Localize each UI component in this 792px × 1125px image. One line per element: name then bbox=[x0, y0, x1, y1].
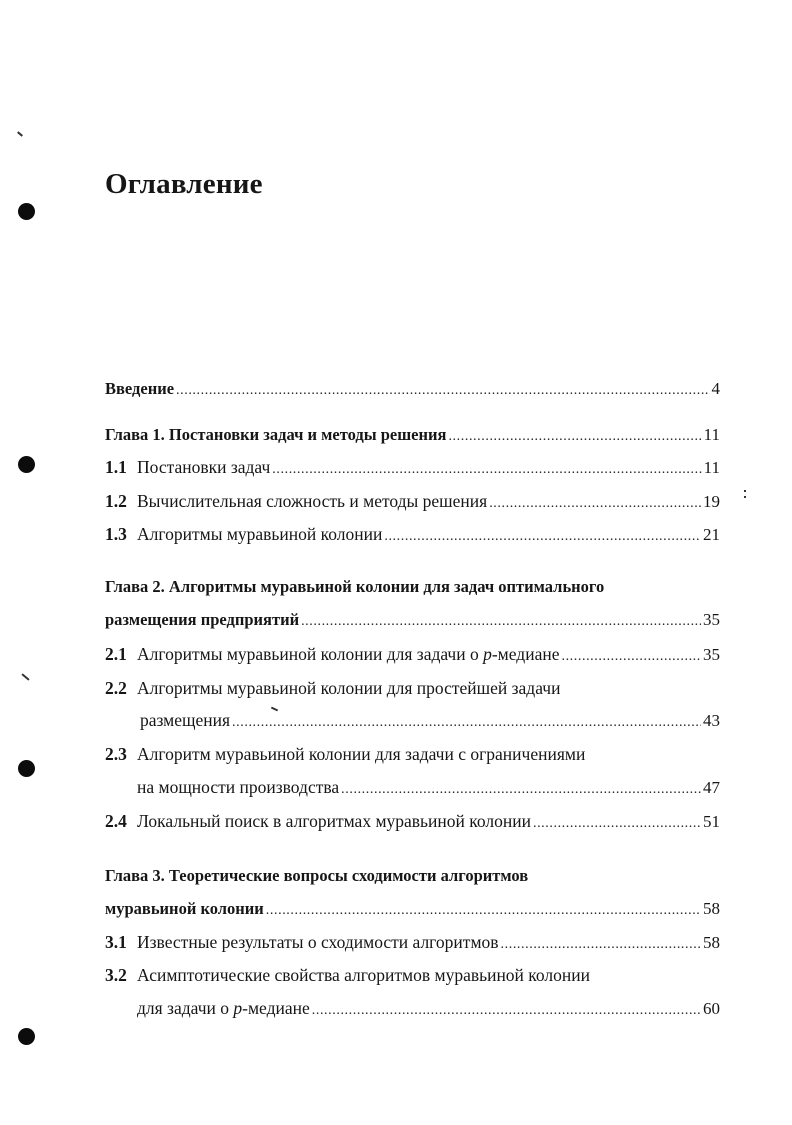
page-title: Оглавление bbox=[105, 168, 263, 200]
toc-page: 43 bbox=[703, 711, 720, 730]
section-number: 2.2 bbox=[105, 678, 127, 698]
toc-entry-2-2[interactable] bbox=[105, 709, 720, 734]
toc-chapter-2-title-line[interactable]: Глава 2. Алгоритмы муравьиной колонии для задач оптимального bbox=[105, 577, 605, 596]
section-number: 2.4 bbox=[105, 811, 127, 831]
toc-label: Постановки задач bbox=[137, 457, 271, 477]
dot-leader bbox=[301, 611, 701, 633]
toc-label: размещения bbox=[140, 710, 231, 730]
italic-variable: p bbox=[233, 998, 243, 1018]
dot-leader bbox=[341, 779, 701, 801]
section-number: 1.3 bbox=[105, 524, 127, 544]
toc-label: Алгоритм муравьиной колонии для задачи с ограничениями bbox=[137, 744, 586, 764]
toc-page: 47 bbox=[703, 778, 720, 797]
dot-leader bbox=[501, 934, 701, 956]
toc-page: 58 bbox=[703, 933, 720, 952]
section-number: 2.1 bbox=[105, 644, 127, 664]
toc-page: 11 bbox=[703, 425, 720, 444]
toc-entry-chapter-1[interactable] bbox=[105, 424, 720, 448]
dot-leader bbox=[561, 646, 701, 668]
italic-variable: p bbox=[483, 644, 492, 664]
dot-leader bbox=[448, 426, 701, 448]
toc-page: 35 bbox=[703, 610, 720, 629]
toc-entry-1-1[interactable] bbox=[105, 456, 720, 481]
toc-page: 58 bbox=[703, 899, 720, 918]
toc-chapter-3-title-line[interactable]: Глава 3. Теоретические вопросы сходимости алгоритмов bbox=[105, 866, 529, 885]
toc-section-2-3-line[interactable] bbox=[105, 743, 585, 765]
toc-label: Асимптотические свойства алгоритмов муравьиной колонии bbox=[137, 965, 591, 985]
toc-label: Глава 1. Постановки задач и методы решения bbox=[105, 425, 447, 444]
scan-speck bbox=[17, 131, 23, 136]
toc-section-3-2-line[interactable] bbox=[105, 964, 590, 986]
dot-leader bbox=[232, 712, 701, 734]
dot-leader bbox=[266, 900, 701, 922]
toc-entry-3-1[interactable] bbox=[105, 931, 720, 956]
scan-speck bbox=[744, 490, 746, 492]
dot-leader bbox=[272, 459, 701, 481]
toc-entry-1-2[interactable] bbox=[105, 490, 720, 515]
toc-label: размещения предприятий bbox=[105, 610, 300, 629]
toc-page: 19 bbox=[703, 492, 720, 511]
toc-entry-2-4[interactable] bbox=[105, 810, 720, 835]
toc-page: 21 bbox=[703, 525, 720, 544]
toc-entry-intro[interactable] bbox=[105, 378, 720, 402]
toc-label: Вычислительная сложность и методы решения bbox=[137, 491, 488, 511]
toc-label bbox=[137, 643, 559, 665]
punch-hole bbox=[18, 203, 35, 220]
dot-leader bbox=[489, 493, 701, 515]
dot-leader bbox=[533, 813, 701, 835]
section-number: 3.2 bbox=[105, 965, 127, 985]
dot-leader bbox=[176, 380, 709, 402]
toc-entry-3-2[interactable] bbox=[105, 997, 720, 1022]
toc-entry-2-3[interactable] bbox=[105, 776, 720, 801]
toc-page: 11 bbox=[703, 458, 720, 477]
toc-label-part: Алгоритмы муравьиной колонии для задачи о bbox=[137, 644, 484, 664]
toc-label: Алгоритмы муравьиной колонии для простейшей задачи bbox=[137, 678, 561, 698]
toc-entry-2-1[interactable] bbox=[105, 643, 720, 668]
toc-label: на мощности производства bbox=[137, 777, 340, 797]
toc-page: 35 bbox=[703, 645, 720, 664]
section-number: 3.1 bbox=[105, 932, 127, 952]
scan-speck bbox=[744, 496, 746, 498]
toc-entry-chapter-3[interactable] bbox=[105, 898, 720, 922]
section-number: 1.2 bbox=[105, 491, 127, 511]
toc-label: Локальный поиск в алгоритмах муравьиной колонии bbox=[137, 811, 531, 831]
toc-label-part: -медиане bbox=[242, 998, 310, 1018]
toc-section-2-2-line[interactable] bbox=[105, 677, 560, 699]
toc-label-part: -медиане bbox=[491, 644, 560, 664]
dot-leader bbox=[384, 526, 701, 548]
toc-label-part: для задачи о bbox=[137, 998, 234, 1018]
toc-label: муравьиной колонии bbox=[105, 899, 264, 918]
punch-hole bbox=[18, 1028, 35, 1045]
toc-label bbox=[137, 997, 310, 1019]
toc-entry-1-3[interactable] bbox=[105, 523, 720, 548]
toc-page: 60 bbox=[703, 999, 720, 1018]
toc-page: 51 bbox=[703, 812, 720, 831]
dot-leader bbox=[312, 1000, 701, 1022]
toc-label: Алгоритмы муравьиной колонии bbox=[137, 524, 383, 544]
toc-entry-chapter-2[interactable] bbox=[105, 609, 720, 633]
scan-speck bbox=[21, 673, 29, 680]
punch-hole bbox=[18, 760, 35, 777]
toc-label: Известные результаты о сходимости алгоритмов bbox=[137, 932, 499, 952]
punch-hole bbox=[18, 456, 35, 473]
toc-page: 4 bbox=[711, 379, 720, 398]
section-number: 1.1 bbox=[105, 457, 127, 477]
section-number: 2.3 bbox=[105, 744, 127, 764]
toc-label: Введение bbox=[105, 379, 175, 398]
